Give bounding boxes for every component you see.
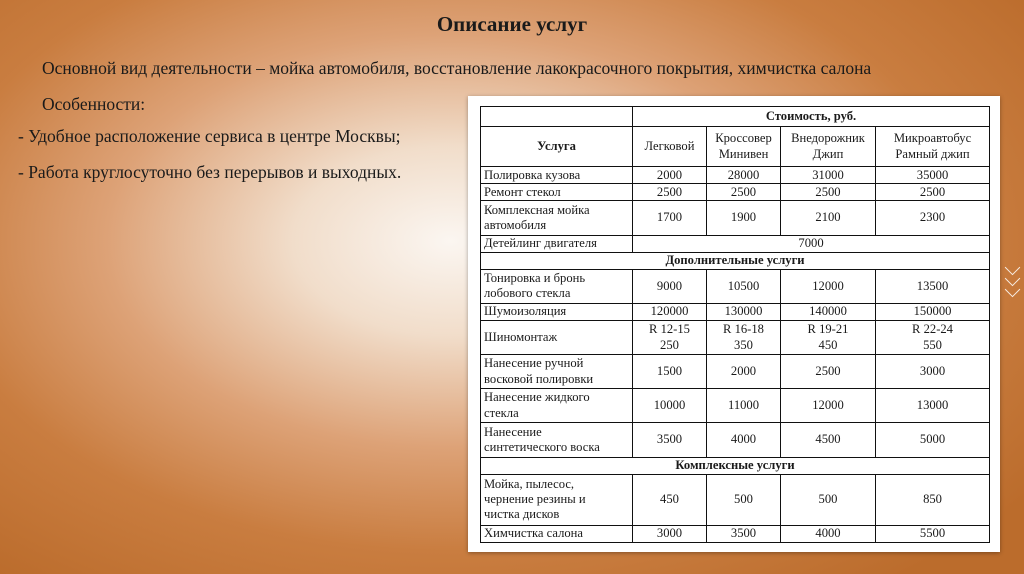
section-header: Комплексные услуги xyxy=(481,457,990,474)
price-cell: 1500 xyxy=(633,355,707,389)
table-row xyxy=(481,320,990,354)
column-header: Микроавтобус Рамный джип xyxy=(876,127,990,167)
price-cell: 500 xyxy=(781,474,876,525)
price-cell: 450 xyxy=(633,474,707,525)
section-row xyxy=(481,252,990,269)
price-cell: R 12-15 250 xyxy=(633,320,707,354)
table-header-row xyxy=(481,127,990,167)
chevron-decoration-icon xyxy=(1005,282,1021,298)
service-name: Нанесение жидкого стекла xyxy=(481,389,633,423)
service-name: Шиномонтаж xyxy=(481,320,633,354)
price-cell: 12000 xyxy=(781,389,876,423)
price-cell: 11000 xyxy=(707,389,781,423)
service-name: Полировка кузова xyxy=(481,167,633,184)
price-cell: 130000 xyxy=(707,303,781,320)
service-header: Услуга xyxy=(481,127,633,167)
service-name: Шумоизоляция xyxy=(481,303,633,320)
price-cell: 7000 xyxy=(633,235,990,252)
price-cell: 13000 xyxy=(876,389,990,423)
feature-item: - Удобное расположение сервиса в центре Москвы; xyxy=(18,126,401,146)
price-cell: 2500 xyxy=(633,184,707,201)
price-cell: 1900 xyxy=(707,201,781,235)
table-row xyxy=(481,525,990,542)
price-cell: 2100 xyxy=(781,201,876,235)
price-cell: 2500 xyxy=(876,184,990,201)
service-name: Тонировка и бронь лобового стекла xyxy=(481,269,633,303)
cost-header: Стоимость, руб. xyxy=(633,107,990,127)
price-table-card xyxy=(468,96,1000,552)
price-cell: 2000 xyxy=(707,355,781,389)
service-name: Комплексная мойка автомобиля xyxy=(481,201,633,235)
table-row xyxy=(481,184,990,201)
price-cell: 120000 xyxy=(633,303,707,320)
features-heading: Особенности: xyxy=(42,94,146,114)
column-header: Внедорожник Джип xyxy=(781,127,876,167)
price-cell: 4500 xyxy=(781,423,876,457)
table-row xyxy=(481,303,990,320)
service-name: Нанесение ручной восковой полировки xyxy=(481,355,633,389)
price-cell: 13500 xyxy=(876,269,990,303)
table-row xyxy=(481,389,990,423)
price-cell: 4000 xyxy=(707,423,781,457)
price-cell: 1700 xyxy=(633,201,707,235)
price-cell: 2500 xyxy=(707,184,781,201)
price-table xyxy=(480,106,990,543)
column-header: Кроссовер Минивен xyxy=(707,127,781,167)
price-cell: 3000 xyxy=(876,355,990,389)
price-cell: 3500 xyxy=(707,525,781,542)
table-row xyxy=(481,474,990,525)
column-header: Легковой xyxy=(633,127,707,167)
price-cell: 28000 xyxy=(707,167,781,184)
price-cell: 500 xyxy=(707,474,781,525)
price-cell: 850 xyxy=(876,474,990,525)
service-name: Детейлинг двигателя xyxy=(481,235,633,252)
price-cell: 9000 xyxy=(633,269,707,303)
section-row xyxy=(481,457,990,474)
service-name: Мойка, пылесос, чернение резины и чистка дисков xyxy=(481,474,633,525)
price-cell: 35000 xyxy=(876,167,990,184)
price-cell: R 16-18 350 xyxy=(707,320,781,354)
service-name: Нанесение синтетического воска xyxy=(481,423,633,457)
price-cell: 140000 xyxy=(781,303,876,320)
price-cell: 10500 xyxy=(707,269,781,303)
table-cell-empty xyxy=(481,107,633,127)
section-header: Дополнительные услуги xyxy=(481,252,990,269)
price-cell: R 22-24 550 xyxy=(876,320,990,354)
price-cell: 5000 xyxy=(876,423,990,457)
service-name: Ремонт стекол xyxy=(481,184,633,201)
table-row xyxy=(481,423,990,457)
price-cell: 2000 xyxy=(633,167,707,184)
price-cell: 10000 xyxy=(633,389,707,423)
price-cell: R 19-21 450 xyxy=(781,320,876,354)
price-cell: 150000 xyxy=(876,303,990,320)
service-name: Химчистка салона xyxy=(481,525,633,542)
page-title: Описание услуг xyxy=(436,12,588,36)
price-cell: 3500 xyxy=(633,423,707,457)
price-cell: 3000 xyxy=(633,525,707,542)
price-cell: 2300 xyxy=(876,201,990,235)
feature-item: - Работа круглосуточно без перерывов и выходных. xyxy=(18,162,402,182)
price-cell: 31000 xyxy=(781,167,876,184)
table-row xyxy=(481,269,990,303)
price-cell: 4000 xyxy=(781,525,876,542)
table-header-row xyxy=(481,107,990,127)
main-activity-text: Основной вид деятельности – мойка автомобиля, восстановление лакокрасочного покрытия, химчистка салона xyxy=(42,58,872,78)
price-cell: 2500 xyxy=(781,355,876,389)
table-row xyxy=(481,235,990,252)
table-row xyxy=(481,355,990,389)
price-cell: 5500 xyxy=(876,525,990,542)
table-row xyxy=(481,167,990,184)
price-cell: 2500 xyxy=(781,184,876,201)
table-row xyxy=(481,201,990,235)
price-cell: 12000 xyxy=(781,269,876,303)
